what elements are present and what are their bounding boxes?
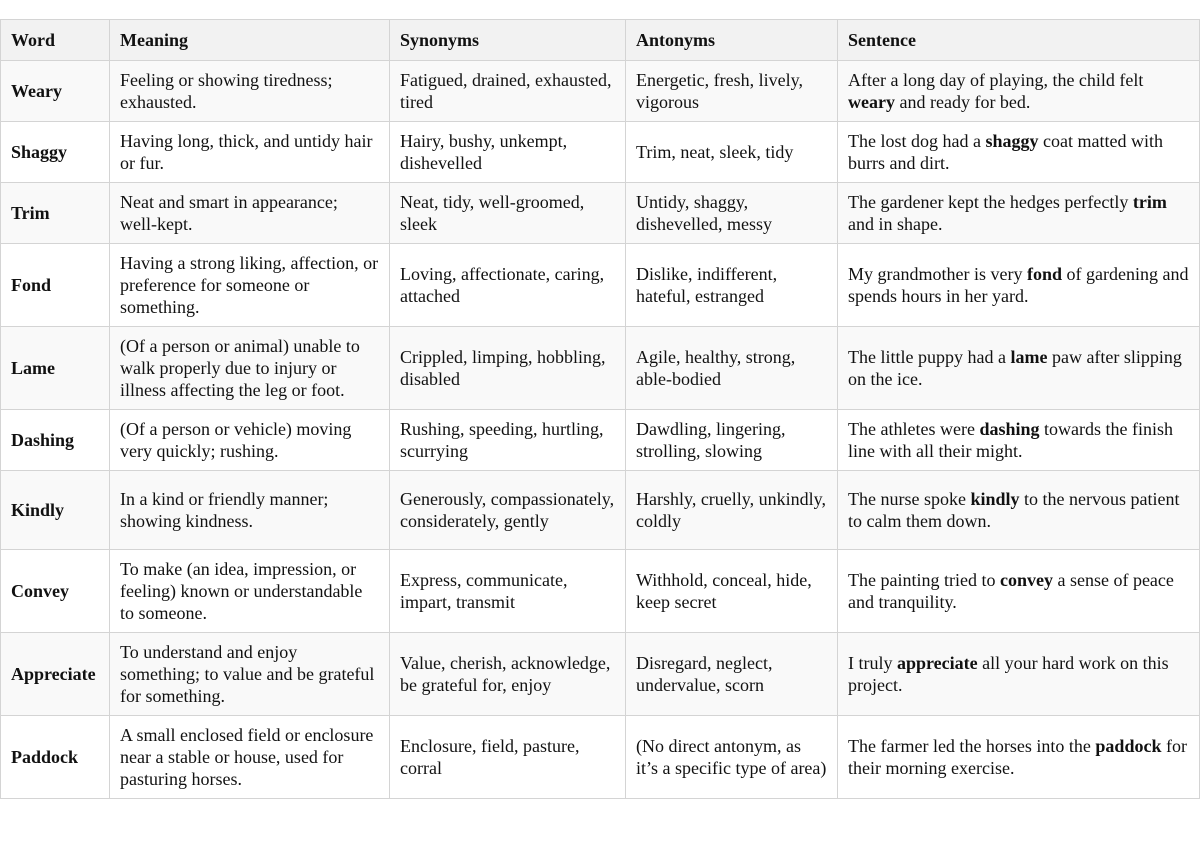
sentence-cell [838,410,1200,471]
table-row [1,471,1200,550]
word-cell: Shaggy [1,122,110,183]
synonyms-cell: Express, communicate, impart, transmit [390,550,626,633]
antonyms-cell: (No direct antonym, as it’s a specific type of area) [626,716,838,799]
antonyms-cell: Withhold, conceal, hide, keep secret [626,550,838,633]
word-cell: Paddock [1,716,110,799]
word-cell: Appreciate [1,633,110,716]
antonyms-cell: Agile, healthy, strong, able-bodied [626,327,838,410]
meaning-cell: To make (an idea, impression, or feeling) known or understandable to someone. [110,550,390,633]
antonyms-cell: Dislike, indifferent, hateful, estranged [626,244,838,327]
sentence-text: The athletes were [848,419,980,439]
sentence-keyword: lame [1010,347,1048,367]
sentence-keyword: shaggy [985,131,1039,151]
sentence-keyword: convey [999,570,1053,590]
sentence-text: After a long day of playing, the child felt [848,70,1144,90]
table-row [1,183,1200,244]
word-cell: Trim [1,183,110,244]
sentence-text: The farmer led the horses into the [848,736,1096,756]
word-cell: Fond [1,244,110,327]
meaning-cell: Feeling or showing tiredness; exhausted. [110,61,390,122]
header-row [1,20,1200,61]
header-antonyms: Antonyms [626,20,838,61]
synonyms-cell: Crippled, limping, hobbling, disabled [390,327,626,410]
sentence-cell [838,471,1200,550]
meaning-cell: In a kind or friendly manner; showing kindness. [110,471,390,550]
sentence-keyword: weary [848,92,895,112]
table-row [1,61,1200,122]
sentence-cell [838,61,1200,122]
synonyms-cell: Value, cherish, acknowledge, be grateful for, enjoy [390,633,626,716]
header-meaning: Meaning [110,20,390,61]
synonyms-cell: Neat, tidy, well-groomed, sleek [390,183,626,244]
meaning-cell: To understand and enjoy something; to value and be grateful for something. [110,633,390,716]
word-cell: Lame [1,327,110,410]
sentence-text: The little puppy had a [848,347,1011,367]
sentence-keyword: paddock [1095,736,1162,756]
sentence-keyword: fond [1026,264,1062,284]
synonyms-cell: Rushing, speeding, hurtling, scurrying [390,410,626,471]
sentence-text: The lost dog had a [848,131,986,151]
sentence-text: and ready for bed. [894,92,1031,112]
synonyms-cell: Generously, compassionately, considerately, gently [390,471,626,550]
meaning-cell: A small enclosed field or enclosure near a stable or house, used for pasturing horses. [110,716,390,799]
sentence-text: to the nervous patient to calm them down. [848,489,1180,531]
sentence-text: The gardener kept the hedges perfectly [848,192,1133,212]
sentence-text: all your hard work on this project. [848,653,1169,695]
antonyms-cell: Energetic, fresh, lively, vigorous [626,61,838,122]
sentence-cell [838,633,1200,716]
sentence-text: My grandmother is very [848,264,1027,284]
meaning-cell: (Of a person or animal) unable to walk properly due to injury or illness affecting the leg or foot. [110,327,390,410]
sentence-text: coat matted with burrs and dirt. [848,131,1163,173]
sentence-text: and in shape. [848,214,943,234]
sentence-cell [838,716,1200,799]
header-word: Word [1,20,110,61]
header-sentence: Sentence [838,20,1200,61]
word-cell: Dashing [1,410,110,471]
sentence-keyword: kindly [970,489,1020,509]
meaning-cell: Neat and smart in appearance; well-kept. [110,183,390,244]
sentence-text: I truly [848,653,897,673]
sentence-keyword: dashing [979,419,1040,439]
word-cell: Weary [1,61,110,122]
sentence-text: towards the finish line with all their might. [848,419,1173,461]
synonyms-cell: Enclosure, field, pasture, corral [390,716,626,799]
table-row [1,633,1200,716]
sentence-text: for their morning exercise. [848,736,1187,778]
word-cell: Kindly [1,471,110,550]
vocabulary-table [0,19,1200,799]
meaning-cell: Having a strong liking, affection, or preference for someone or something. [110,244,390,327]
header-synonyms: Synonyms [390,20,626,61]
sentence-cell [838,122,1200,183]
meaning-cell: (Of a person or vehicle) moving very quickly; rushing. [110,410,390,471]
table-row [1,550,1200,633]
synonyms-cell: Hairy, bushy, unkempt, dishevelled [390,122,626,183]
table-row [1,122,1200,183]
sentence-cell [838,244,1200,327]
table-row [1,244,1200,327]
sentence-text: The painting tried to [848,570,1000,590]
sentence-text: paw after slipping on the ice. [848,347,1182,389]
table-body [1,61,1200,799]
antonyms-cell: Trim, neat, sleek, tidy [626,122,838,183]
antonyms-cell: Untidy, shaggy, dishevelled, messy [626,183,838,244]
meaning-cell: Having long, thick, and untidy hair or fur. [110,122,390,183]
antonyms-cell: Harshly, cruelly, unkindly, coldly [626,471,838,550]
sentence-cell [838,183,1200,244]
sentence-text: The nurse spoke [848,489,971,509]
sentence-keyword: appreciate [897,653,978,673]
sentence-keyword: trim [1132,192,1167,212]
sentence-text: a sense of peace and tranquility. [848,570,1174,612]
synonyms-cell: Fatigued, drained, exhausted, tired [390,61,626,122]
sentence-cell [838,327,1200,410]
antonyms-cell: Disregard, neglect, undervalue, scorn [626,633,838,716]
sentence-text: of gardening and spends hours in her yard. [848,264,1189,306]
word-cell: Convey [1,550,110,633]
sentence-cell [838,550,1200,633]
table-row [1,410,1200,471]
table-row [1,327,1200,410]
table-row [1,716,1200,799]
antonyms-cell: Dawdling, lingering, strolling, slowing [626,410,838,471]
synonyms-cell: Loving, affectionate, caring, attached [390,244,626,327]
